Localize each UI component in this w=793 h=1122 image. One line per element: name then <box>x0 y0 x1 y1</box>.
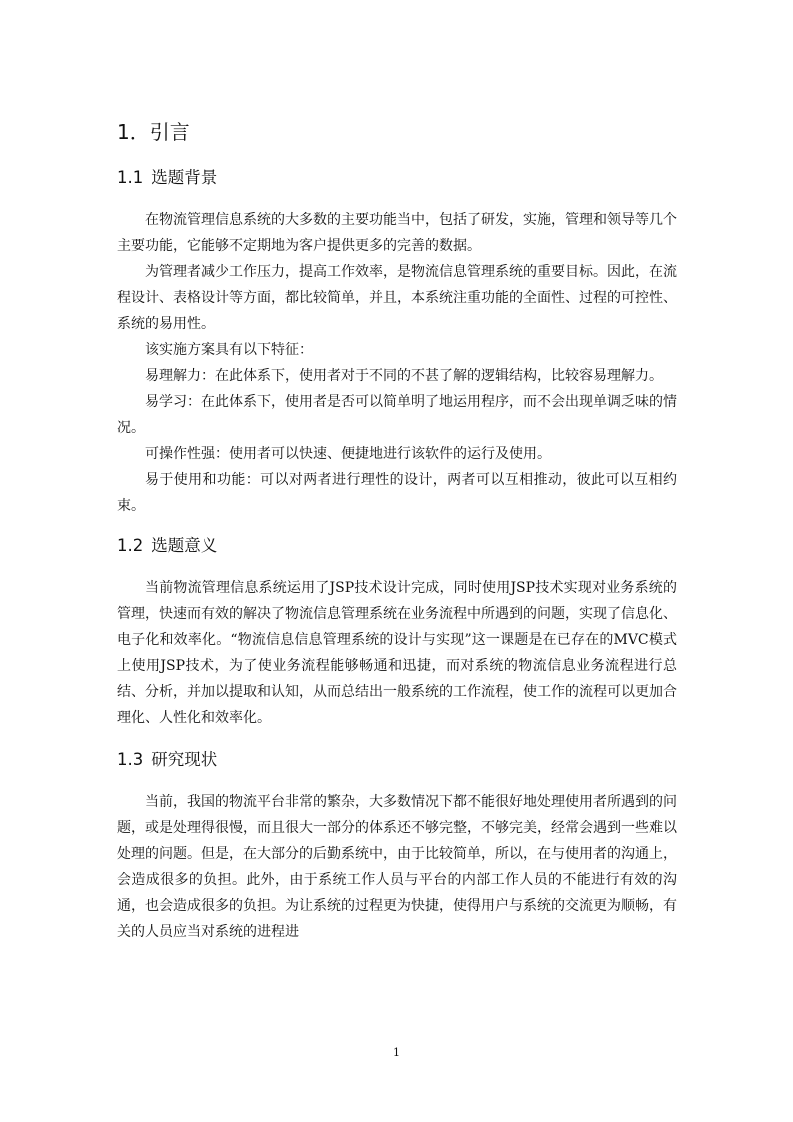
section-heading <box>117 165 677 191</box>
section-1-1 <box>117 165 677 519</box>
paragraph: 易学习：在此体系下，使用者是否可以简单明了地运用程序，而不会出现单调乏味的情况。 <box>117 394 677 436</box>
chapter-title: 1．引言 <box>117 120 190 144</box>
section-heading <box>117 747 677 773</box>
section-title: 选题背景 <box>151 168 218 187</box>
paragraph: 易于使用和功能：可以对两者进行理性的设计，两者可以互相推动，彼此可以互相约束。 <box>117 472 677 514</box>
paragraph: 在物流管理信息系统的大多数的主要功能当中，包括了研发，实施，管理和领导等几个主要功能，它能够不定期地为客户提供更多的完善的数据。 <box>117 212 677 254</box>
section-title: 研究现状 <box>151 750 218 769</box>
paragraph: 该实施方案具有以下特征： <box>145 342 313 358</box>
section-title: 选题意义 <box>151 536 218 555</box>
paragraph: 可操作性强：使用者可以快速、便捷地进行该软件的运行及使用。 <box>145 446 551 462</box>
section-number: 1.3 <box>117 750 144 769</box>
section-number: 1.1 <box>117 168 144 187</box>
paragraph: 当前，我国的物流平台非常的繁杂，大多数情况下都不能很好地处理使用者所遇到的问题，或是处理得很慢，而且很大一部分的体系还不够完整，不够完美，经常会遇到一些难以处理的问题。但是，在大部分的后勤系统中，由于比较简单，所以，在与使用者的沟通上，会造成很多的负担。此外，由于系统工作人员与平台的内部工作人员的不能进行有效的沟通，也会造成很多的负担。为让系统的过程更为快捷，使得用户与系统的交流更为顺畅，有关的人员应当对系统的进程进 <box>117 794 677 940</box>
section-1-2 <box>117 533 677 731</box>
page-content <box>117 117 677 961</box>
paragraph: 为管理者减少工作压力，提高工作效率，是物流信息管理系统的重要目标。因此，在流程设计、表格设计等方面，都比较简单，并且，本系统注重功能的全面性、过程的可控性、系统的易用性。 <box>117 264 677 332</box>
section-heading <box>117 533 677 559</box>
page-number: 1 <box>393 1046 400 1059</box>
section-number: 1.2 <box>117 536 144 555</box>
paragraph: 当前物流管理信息系统运用了JSP技术设计完成，同时使用JSP技术实现对业务系统的管理，快速而有效的解决了物流信息管理系统在业务流程中所遇到的问题，实现了信息化、电子化和效率化。“物流信息信息管理系统的设计与实现”这一课题是在已存在的MVC模式上使用JSP技术，为了使业务流程能够畅通和迅捷，而对系统的物流信息业务流程进行总结、分析，并加以提取和认知，从而总结出一般系统的工作流程，使工作的流程可以更加合理化、人性化和效率化。 <box>117 580 677 726</box>
paragraph: 易理解力：在此体系下，使用者对于不同的不甚了解的逻辑结构，比较容易理解力。 <box>145 368 663 384</box>
section-1-3 <box>117 747 677 945</box>
